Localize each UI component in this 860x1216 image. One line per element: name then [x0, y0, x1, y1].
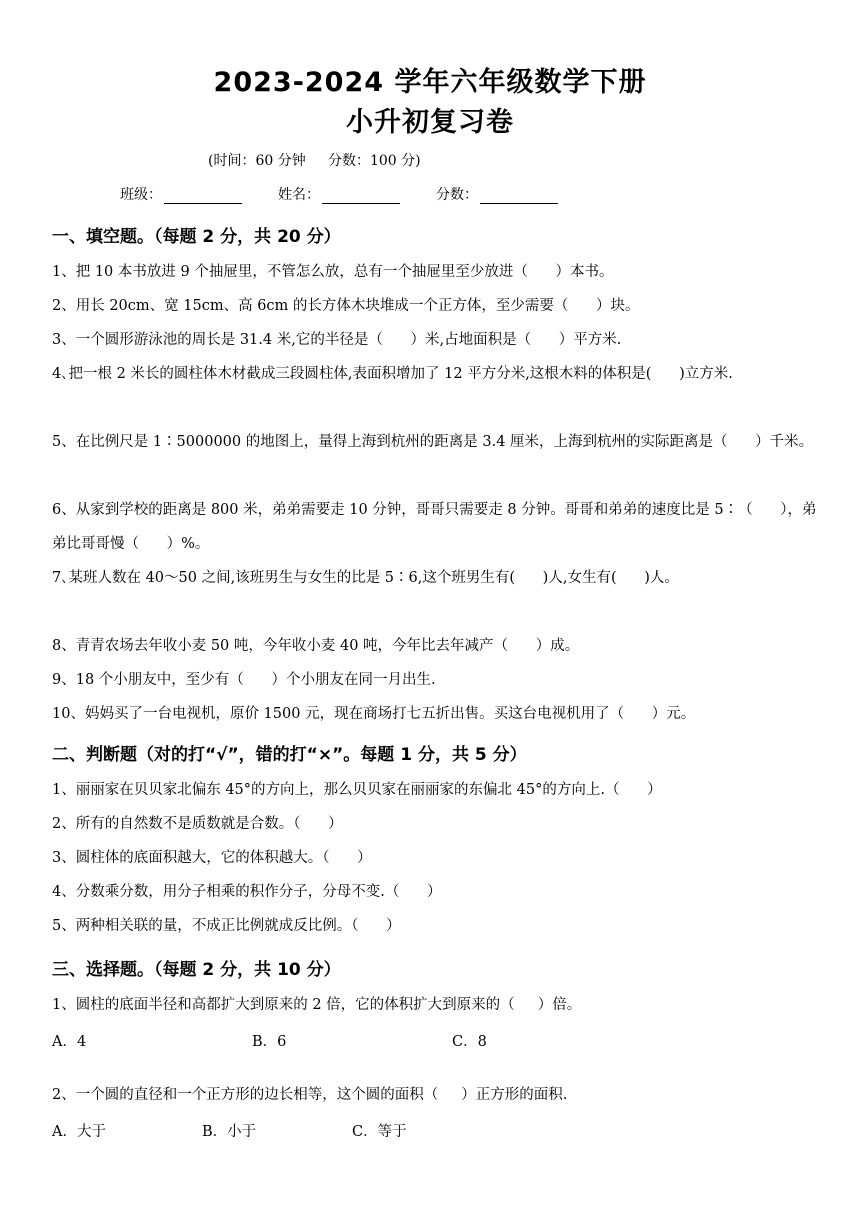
question-item: 8、青青农场去年收小麦 50 吨，今年收小麦 40 吨，今年比去年减产（ ）成。 — [52, 638, 580, 654]
question-item: 5、在比例尺是 1∶5000000 的地图上，量得上海到杭州的距离是 3.4 厘米，上海到杭州的实际距离是（ ）千米。 — [52, 434, 814, 450]
question-item: 3、圆柱体的底面积越大，它的体积越大。（ ） — [52, 850, 372, 866]
option-a: A．大于 — [52, 1124, 106, 1140]
question-item: 2、用长 20cm、宽 15cm、高 6cm 的长方体木块堆成一个正方体，至少需要（ ）块。 — [52, 298, 640, 314]
question-item: 1、丽丽家在贝贝家北偏东 45°的方向上，那么贝贝家在丽丽家的东偏北 45°的方向上.（ ） — [52, 782, 662, 798]
question-item: 7､某班人数在 40～50 之间,该班男生与女生的比是 5∶6,这个班男生有( )人,女生有( )人。 — [52, 570, 679, 586]
score-field — [436, 184, 558, 204]
score-label: 分数： — [436, 187, 478, 203]
option-b: B．小于 — [202, 1124, 257, 1140]
section-heading-multiple-choice: 三、选择题。（每题 2 分，共 10 分） — [52, 960, 341, 980]
question-item: 1、圆柱的底面半径和高都扩大到原来的 2 倍，它的体积扩大到原来的（ ）倍。 — [52, 997, 582, 1013]
name-blank[interactable] — [322, 187, 400, 204]
class-field — [120, 184, 242, 204]
question-item: 5、两种相关联的量，不成正比例就成反比例。（ ） — [52, 918, 401, 934]
section-heading-fill-blank: 一、填空题。（每题 2 分，共 20 分） — [52, 227, 341, 247]
class-label: 班级： — [120, 187, 162, 203]
option-b: B．6 — [252, 1034, 287, 1050]
options-row — [52, 1120, 812, 1140]
question-item: 9、18 个小朋友中，至少有（ ）个小朋友在同一月出生. — [52, 672, 436, 688]
options-row — [52, 1030, 812, 1050]
option-c: C．8 — [452, 1034, 487, 1050]
student-info — [120, 184, 594, 204]
class-blank[interactable] — [164, 187, 242, 204]
name-label: 姓名： — [278, 187, 320, 203]
page-title: 2023-2024 学年六年级数学下册 — [213, 67, 647, 98]
question-item: 4､把一根 2 米长的圆柱体木材截成三段圆柱体,表面积增加了 12 平方分米,这根木料的体积是( )立方米. — [52, 366, 733, 382]
exam-meta: (时间：60 分钟 分数：100 分) — [208, 153, 421, 169]
question-item: 4、分数乘分数，用分子相乘的积作分子，分母不变.（ ） — [52, 884, 442, 900]
name-field — [278, 184, 400, 204]
option-c: C．等于 — [352, 1124, 407, 1140]
score-blank[interactable] — [480, 187, 558, 204]
page-subtitle: 小升初复习卷 — [346, 107, 514, 138]
question-item: 2、一个圆的直径和一个正方形的边长相等，这个圆的面积（ ）正方形的面积. — [52, 1087, 568, 1103]
question-item: 6、从家到学校的距离是 800 米，弟弟需要走 10 分钟，哥哥只需要走 8 分钟。哥哥和弟弟的速度比是 5∶（ ），弟弟比哥哥慢（ ）%。 — [52, 502, 817, 552]
question-item: 3、一个圆形游泳池的周长是 31.4 米,它的半径是（ ）米,占地面积是（ ）平方米. — [52, 332, 622, 348]
question-item: 2、所有的自然数不是质数就是合数。（ ） — [52, 816, 343, 832]
section-heading-true-false: 二、判断题（对的打“√”，错的打“×”。每题 1 分，共 5 分） — [52, 745, 527, 765]
question-item: 10、妈妈买了一台电视机，原价 1500 元，现在商场打七五折出售。买这台电视机用了（ ）元。 — [52, 706, 696, 722]
question-item: 1、把 10 本书放进 9 个抽屉里，不管怎么放，总有一个抽屉里至少放进（ ）本书。 — [52, 264, 614, 280]
option-a: A．4 — [52, 1034, 87, 1050]
